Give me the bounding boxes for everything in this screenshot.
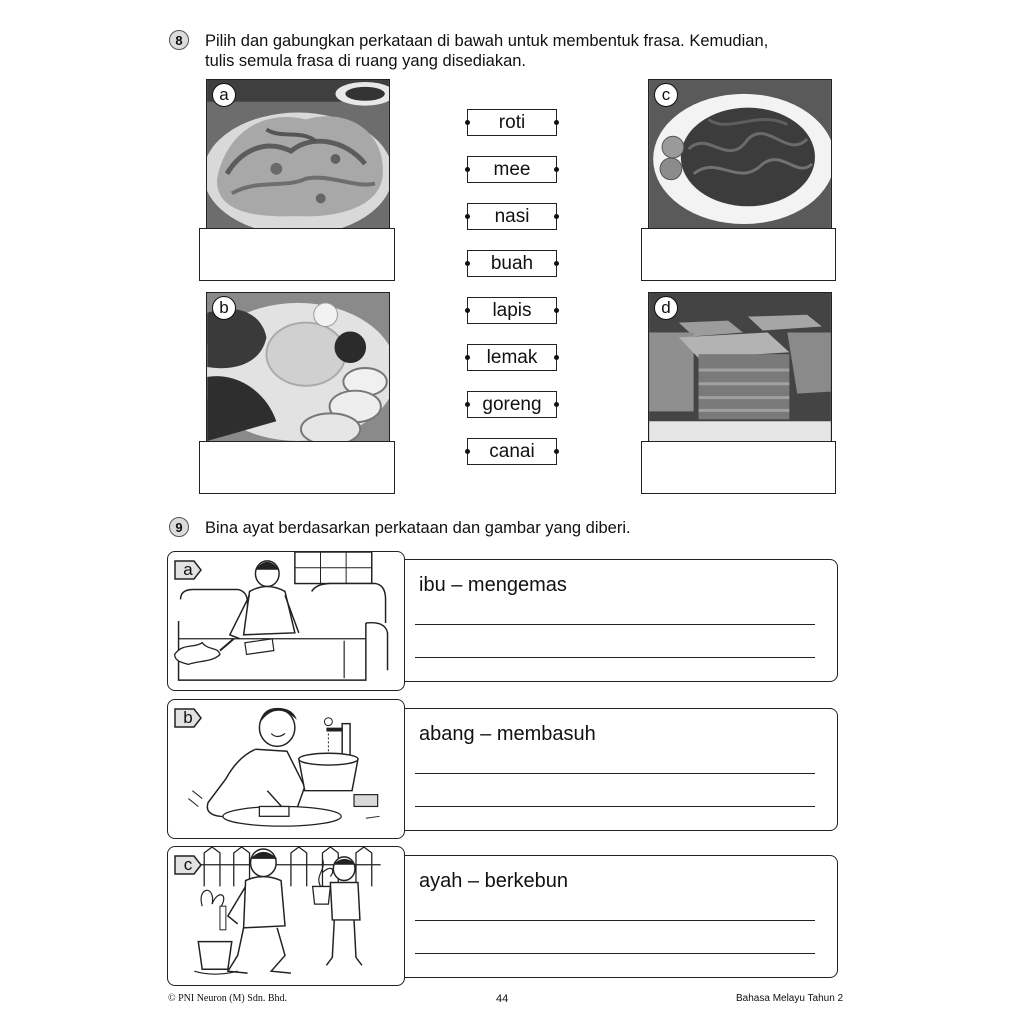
picture-d	[648, 292, 832, 442]
question-8-instruction-line-1: Pilih dan gabungkan perkataan di bawah untuk membentuk frasa. Kemudian,	[205, 32, 769, 50]
item-b-tag	[174, 706, 202, 730]
writing-box-b	[384, 708, 838, 831]
picture-d-tag: d	[654, 296, 678, 320]
question-9-instruction: Bina ayat berdasarkan perkataan dan gambar yang diberi.	[205, 519, 631, 537]
word-card-nasi[interactable]: nasi	[467, 203, 557, 230]
writing-box-a	[384, 559, 838, 682]
item-a-tag	[174, 558, 202, 582]
writing-line[interactable]	[415, 624, 815, 625]
question-8-instruction	[205, 31, 768, 71]
answer-box-a[interactable]	[199, 228, 395, 281]
footer-page-number: 44	[496, 993, 509, 1005]
nasi-lemak-photo-icon	[207, 293, 389, 441]
mother-cleaning-illustration-icon	[168, 552, 404, 690]
picture-b	[206, 292, 390, 442]
word-card-lapis[interactable]: lapis	[467, 297, 557, 324]
mee-goreng-photo-icon	[649, 80, 831, 228]
word-card-canai[interactable]: canai	[467, 438, 557, 465]
writing-line[interactable]	[415, 773, 815, 774]
word-card-lemak[interactable]: lemak	[467, 344, 557, 371]
brother-washing-illustration-icon	[168, 700, 404, 838]
writing-box-c	[384, 855, 838, 978]
picture-b-tag: b	[212, 296, 236, 320]
question-9-number: 9	[169, 517, 189, 537]
picture-c-tag: c	[654, 83, 678, 107]
item-a-tag-label: a	[183, 560, 193, 579]
prompt-c: ayah – berkebun	[419, 870, 569, 892]
father-gardening-illustration-icon	[168, 847, 404, 985]
answer-box-d[interactable]	[641, 441, 836, 494]
footer-book-title: Bahasa Melayu Tahun 2	[736, 993, 844, 1004]
illustration-b	[167, 699, 405, 839]
illustration-c	[167, 846, 405, 986]
roti-canai-photo-icon	[207, 80, 389, 228]
item-b-tag-label: b	[183, 708, 193, 727]
writing-line[interactable]	[415, 657, 815, 658]
picture-a	[206, 79, 390, 229]
answer-box-c[interactable]	[641, 228, 836, 281]
question-8-instruction-line-2: tulis semula frasa di ruang yang disediakan.	[205, 52, 527, 70]
writing-line[interactable]	[415, 806, 815, 807]
question-8-number: 8	[169, 30, 189, 50]
item-c-tag-label: c	[183, 855, 193, 874]
word-card-goreng[interactable]: goreng	[467, 391, 557, 418]
answer-box-b[interactable]	[199, 441, 395, 494]
word-card-mee[interactable]: mee	[467, 156, 557, 183]
prompt-b: abang – membasuh	[419, 723, 596, 745]
kuih-lapis-photo-icon	[649, 293, 831, 441]
picture-a-tag: a	[212, 83, 236, 107]
writing-line[interactable]	[415, 920, 815, 921]
writing-line[interactable]	[415, 953, 815, 954]
footer-copyright: © PNI Neuron (M) Sdn. Bhd.	[168, 993, 287, 1004]
prompt-a: ibu – mengemas	[419, 574, 567, 596]
picture-c	[648, 79, 832, 229]
word-card-roti[interactable]: roti	[467, 109, 557, 136]
word-card-buah[interactable]: buah	[467, 250, 557, 277]
illustration-a	[167, 551, 405, 691]
item-c-tag	[174, 853, 202, 877]
